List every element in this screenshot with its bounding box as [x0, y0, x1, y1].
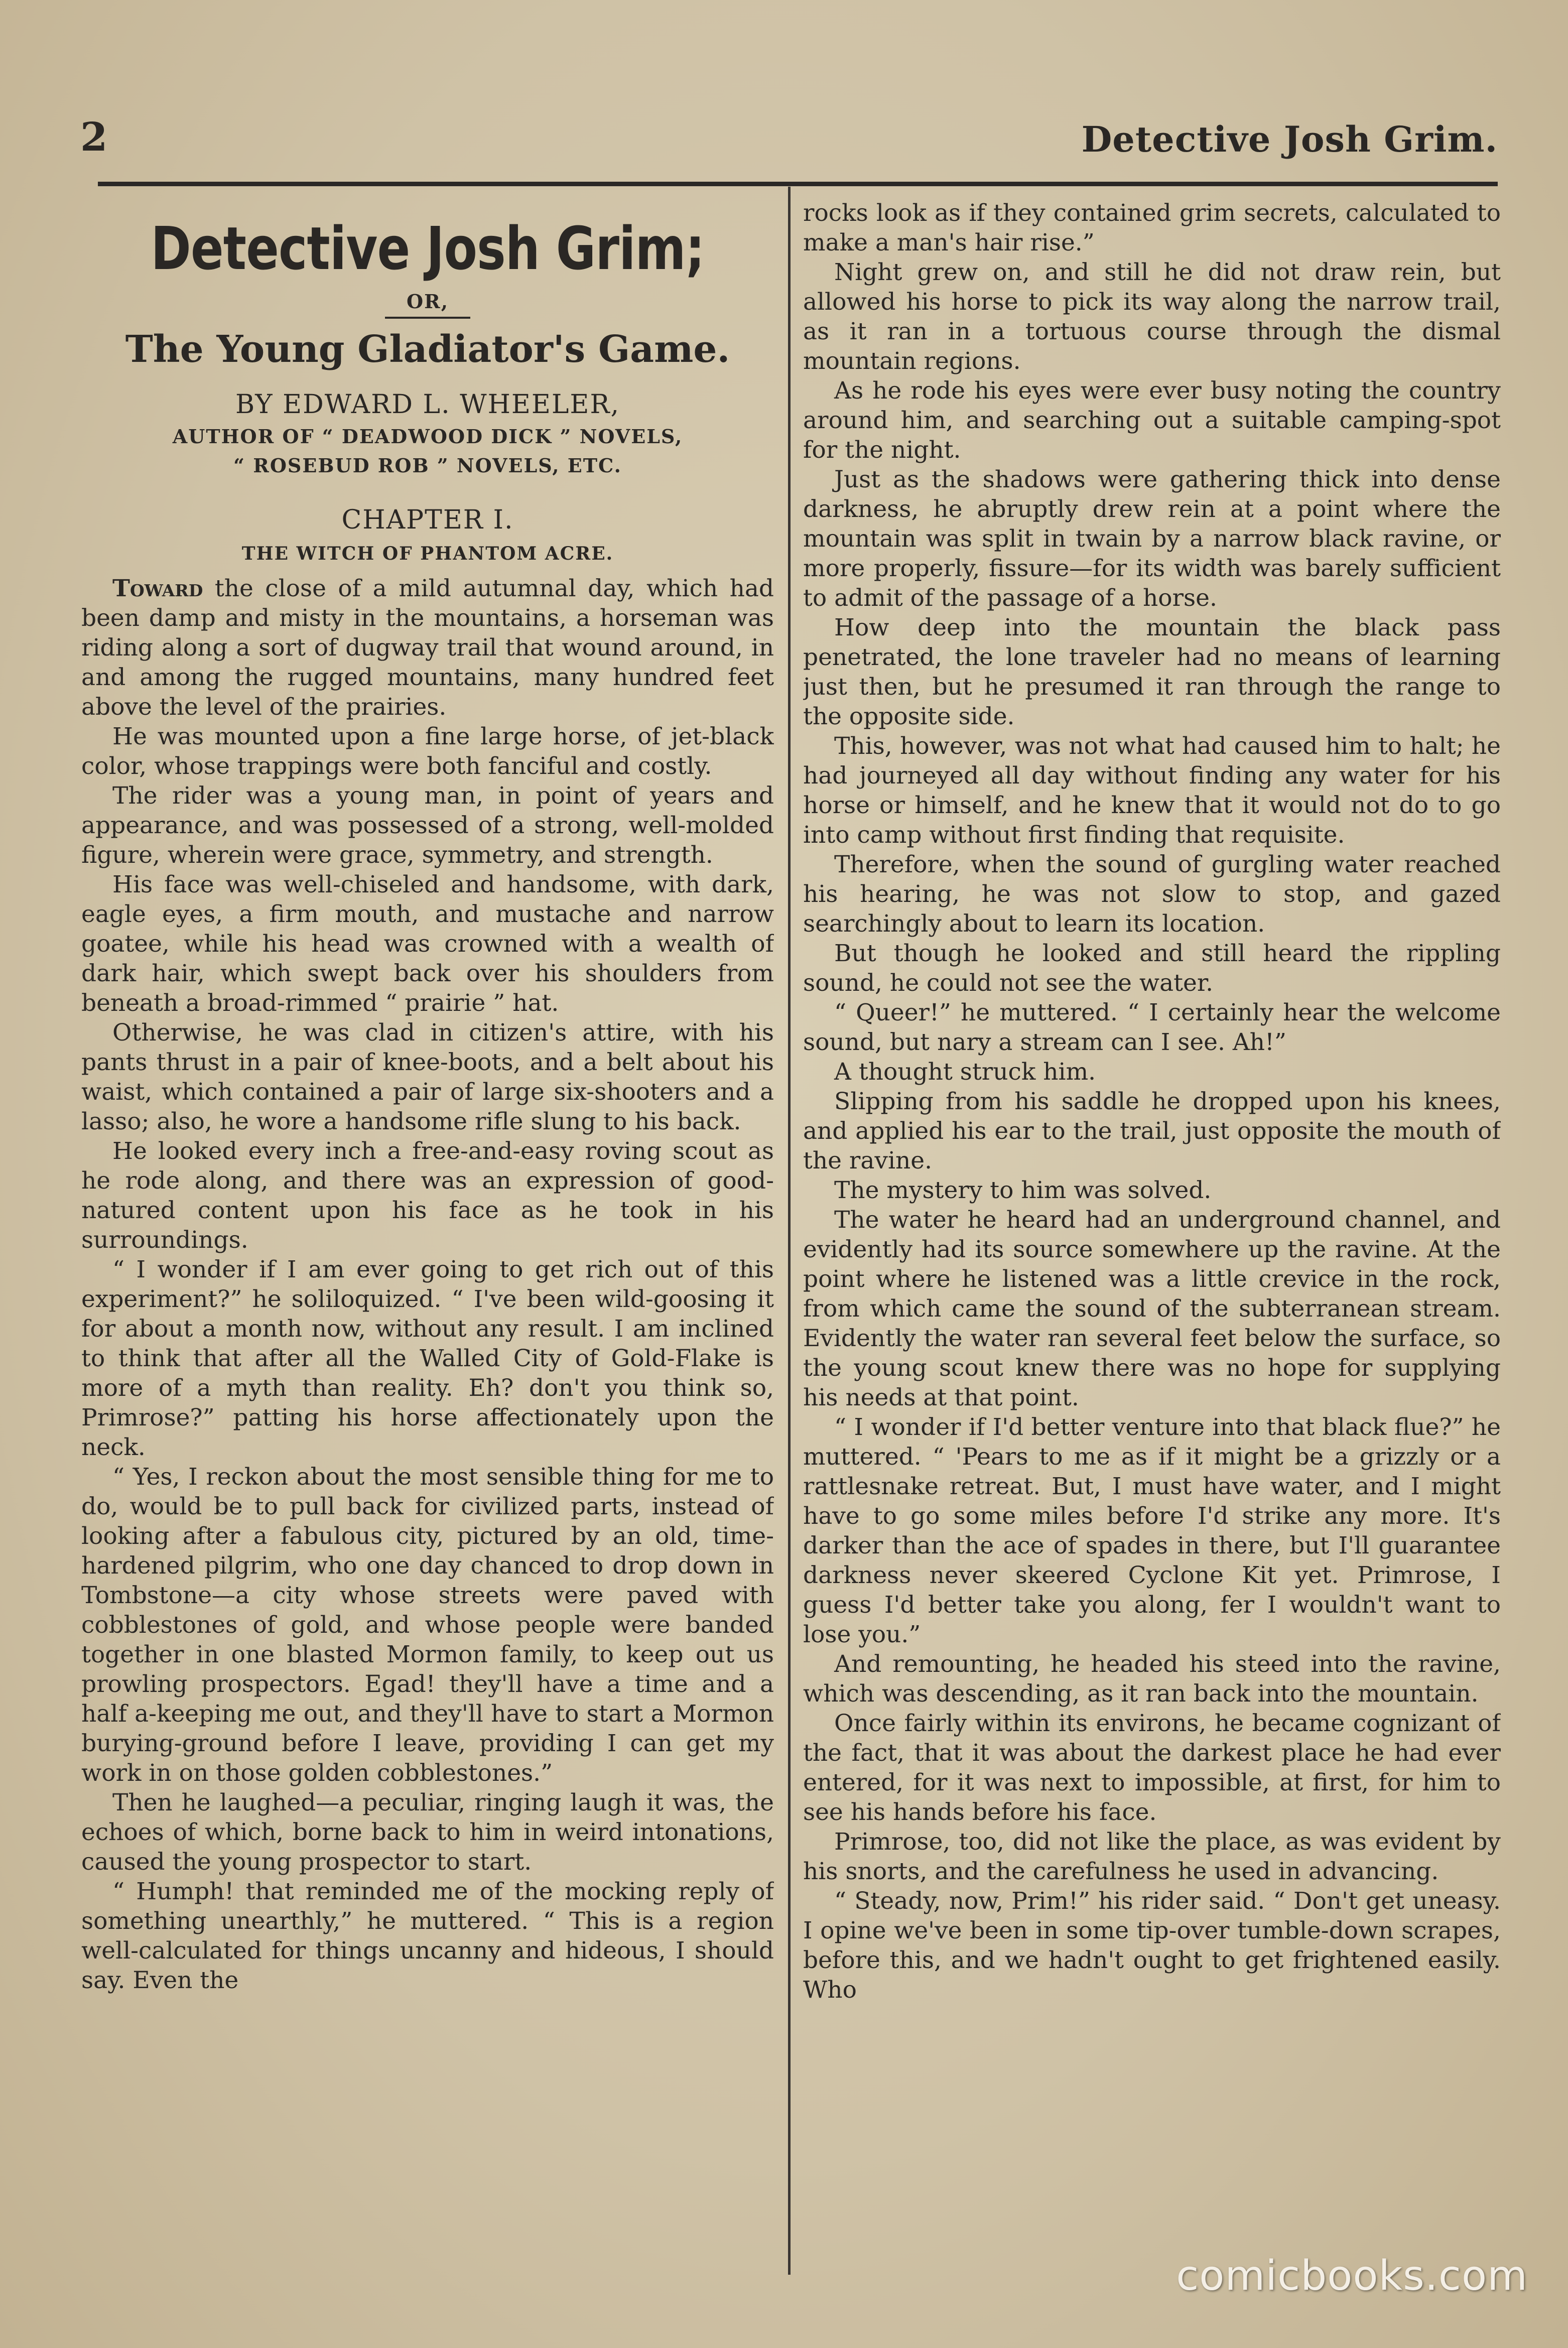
paragraph: Then he laughed—a peculiar, ringing laugh it was, the echoes of which, borne back to him in weird intonations, caused the young prospector to start. — [81, 1789, 774, 1876]
chapter-heading: CHAPTER I. — [341, 505, 514, 535]
column-divider — [788, 187, 791, 2275]
story-title: Detective Josh Grim; — [151, 214, 705, 283]
paragraph: And remounting, he headed his steed into the ravine, which was descending, as it ran back into the mountain. — [803, 1650, 1501, 1708]
paragraph: How deep into the mountain the black pass penetrated, the lone traveler had no means of learning just then, but he presumed it ran through the range to the opposite side. — [803, 614, 1501, 730]
lead-word: Toward — [112, 575, 203, 602]
paragraph: “ I wonder if I am ever going to get rich out of this experiment?” he soliloquized. “ I've been wild-goosing it for about a month now, without any result. I am inclined to think that after all the Walled City of Gold-Flake is more of a myth than reality. Eh? don't you think so, Primrose?” patting his horse affectionately upon the neck. — [81, 1256, 774, 1461]
paragraph: “ Queer!” he muttered. “ I certainly hear the welcome sound, but nary a stream can I see. Ah!” — [803, 999, 1501, 1056]
paragraph: Primrose, too, did not like the place, as was evident by his snorts, and the carefulness he used in advancing. — [803, 1828, 1501, 1885]
watermark: comicbooks.com — [1176, 2252, 1528, 2300]
paragraph: “ I wonder if I'd better venture into that black flue?” he muttered. “ 'Pears to me as if it might be a grizzly or a rattlesnake retreat. But, I must have water, and I might have to go some miles before I'd strike any more. It's darker than the ace of spades in there, but I'll guarantee darkness never skeered Cyclone Kit yet. Primrose, I guess I'd better take you along, fer I wouldn't want to lose you.” — [803, 1413, 1501, 1648]
paragraph: “ Yes, I reckon about the most sensible thing for me to do, would be to pull back for civilized parts, instead of looking after a fabulous city, pictured by an old, time-hardened pilgrim, who one day chanced to drop down in Tombstone—a city whose streets were paved with cobblestones of gold, and whose people were banded together in one blasted Mormon family, to keep out us prowling prospectors. Egad! they'll have a time and a half a-keeping me out, and they'll have to start a Mormon burying-ground before I leave, providing I can get my work in on those golden cobblestones.” — [81, 1463, 774, 1787]
paragraph: But though he looked and still heard the rippling sound, he could not see the water. — [803, 940, 1501, 997]
paragraph: Night grew on, and still he did not draw rein, but allowed his horse to pick its way along the narrow trail, as it ran in a tortuous course through the dismal mountain regions. — [803, 258, 1501, 375]
running-title: Detective Josh Grim. — [1081, 118, 1498, 160]
page-number: 2 — [80, 114, 108, 160]
chapter-title: THE WITCH OF PHANTOM ACRE. — [241, 543, 614, 564]
credit-line: AUTHOR OF “ DEADWOOD DICK ” NOVELS, — [172, 425, 683, 448]
paragraph: This, however, was not what had caused him to halt; he had journeyed all day without finding any water for his horse or himself, and he knew that it would not do to go into camp without first finding that requisite. — [803, 732, 1501, 849]
paragraph: Slipping from his saddle he dropped upon his knees, and applied his ear to the trail, just opposite the mouth of the ravine. — [803, 1088, 1501, 1175]
continued-paragraph: rocks look as if they contained grim secrets, calculated to make a man's hair rise.” — [803, 199, 1501, 256]
right-column — [803, 198, 1501, 2306]
story-subtitle: The Young Gladiator's Game. — [125, 328, 730, 371]
paragraph: The mystery to him was solved. — [834, 1177, 1212, 1204]
first-paragraph-text: the close of a mild autumnal day, which had been damp and misty in the mountains, a horseman was riding along a sort of dugway trail that wound around, in and among the rugged mountains, many hundred feet above the level of the prairies. — [81, 575, 774, 721]
paragraph: The rider was a young man, in point of years and appearance, and was possessed of a strong, well-molded figure, wherein were grace, symmetry, and strength. — [81, 782, 774, 869]
author-credits — [81, 422, 774, 480]
paragraph: Otherwise, he was clad in citizen's attire, with his pants thrust in a pair of knee-boots, and a belt about his waist, which contained a pair of large six-shooters and a lasso; also, he wore a handsome rifle slung to his back. — [81, 1019, 774, 1135]
left-column — [81, 203, 774, 2306]
header-rule — [98, 182, 1498, 186]
paragraph: A thought struck him. — [834, 1058, 1096, 1086]
paragraph: Once fairly within its environs, he became cognizant of the fact, that it was about the darkest place he had ever entered, for it was next to impossible, at first, for him to see his hands before his face. — [803, 1710, 1501, 1826]
paragraph: He was mounted upon a fine large horse, of jet-black color, whose trappings were both fanciful and costly. — [81, 723, 774, 780]
paragraph: As he rode his eyes were ever busy noting the country around him, and searching out a suitable camping-spot for the night. — [803, 377, 1501, 464]
first-paragraph — [81, 574, 774, 722]
paragraph: Just as the shadows were gathering thick into dense darkness, he abruptly drew rein at a point where the mountain was split in twain by a narrow black ravine, or more properly, fissure—for its width was barely sufficient to admit of the passage of a horse. — [803, 466, 1501, 612]
paragraph: “ Humph! that reminded me of the mocking reply of something unearthly,” he muttered. “ This is a region well-calculated for things uncanny and hideous, I should say. Even the — [81, 1878, 774, 1994]
paragraph: Therefore, when the sound of gurgling water reached his hearing, he was not slow to stop, and gazed searchingly about to learn its location. — [803, 851, 1501, 938]
paragraph: His face was well-chiseled and handsome, with dark, eagle eyes, a firm mouth, and mustache and narrow goatee, while his head was crowned with a wealth of dark hair, which swept back over his shoulders from beneath a broad-rimmed “ prairie ” hat. — [81, 871, 774, 1017]
paragraph: The water he heard had an underground channel, and evidently had its source somewhere up the ravine. At the point where he listened was a little crevice in the rock, from which came the sound of the subterranean stream. Evidently the water ran several feet below the surface, so the young scout knew there was no hope for supplying his needs at that point. — [803, 1206, 1501, 1411]
credit-line: “ ROSEBUD ROB ” NOVELS, ETC. — [233, 454, 622, 477]
paragraph: He looked every inch a free-and-easy roving scout as he rode along, and there was an expression of good-natured content upon his face as he took in his surroundings. — [81, 1137, 774, 1254]
running-head — [80, 114, 1498, 175]
or-word: OR, — [407, 290, 449, 313]
byline: BY EDWARD L. WHEELER, — [235, 389, 620, 420]
title-rule — [385, 317, 470, 319]
paragraph: “ Steady, now, Prim!” his rider said. “ Don't get uneasy. I opine we've been in some tip-over tumble-down scrapes, before this, and we hadn't ought to get frightened easily. Who — [803, 1887, 1501, 2004]
